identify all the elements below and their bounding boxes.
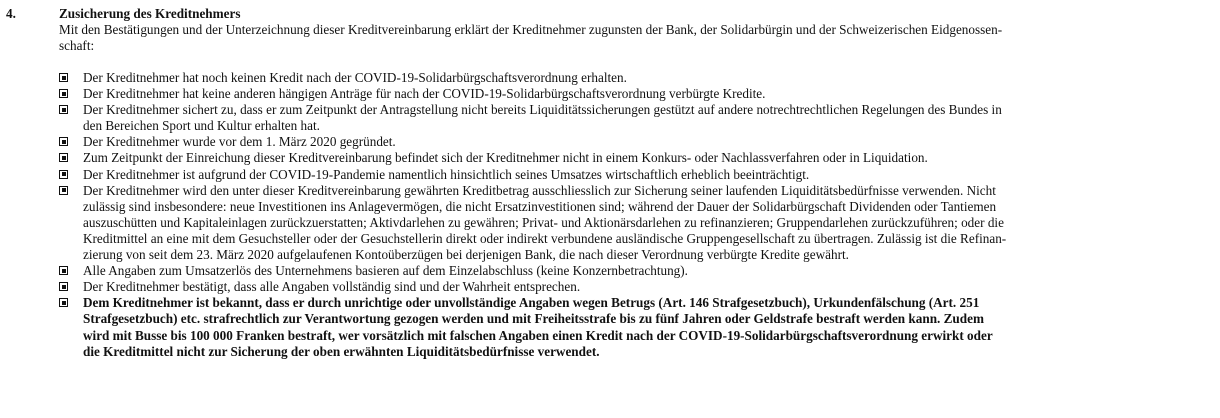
assurance-item-text: Zum Zeitpunkt der Einreichung dieser Kreditvereinbarung befindet sich der Kreditnehmer nicht in einem Konkurs- oder Nachlassverfahren oder in Liquidation. xyxy=(83,150,928,166)
assurance-list xyxy=(59,70,1212,360)
assurance-item-text: die Kreditmittel nicht zur Sicherung der oben erwähnten Liquiditätsbedürfnisse verwendet. xyxy=(83,343,600,359)
assurance-item-text: Alle Angaben zum Umsatzerlös des Unternehmens basieren auf dem Einzelabschluss (keine Konzernbetrachtung). xyxy=(83,263,688,279)
assurance-item xyxy=(59,183,1212,263)
assurance-item-text: Der Kreditnehmer hat keine anderen hängigen Anträge für nach der COVID-19-Solidarbürgschaftsverordnung verbürgte Kredite. xyxy=(83,86,766,102)
checked-checkbox-icon[interactable] xyxy=(59,298,68,307)
section-number: 4. xyxy=(6,6,16,21)
assurance-item xyxy=(59,167,1212,183)
assurance-item xyxy=(59,295,1212,359)
intro-line: schaft: xyxy=(59,38,95,54)
assurance-item xyxy=(59,102,1212,134)
checked-checkbox-icon[interactable] xyxy=(59,282,68,291)
assurance-item xyxy=(59,70,1212,86)
intro-line: Mit den Bestätigungen und der Unterzeichnung dieser Kreditvereinbarung erklärt der Kreditnehmer zugunsten der Bank, der Solidarbürgin und der Schweizerischen Eidgenossen- xyxy=(59,22,1003,37)
assurance-item-text: wird mit Busse bis 100 000 Franken bestraft, wer vorsätzlich mit falschen Angaben einen Kredit nach der COVID-19-Solidarbürgschaftsverordnung erwirkt oder xyxy=(83,327,993,343)
assurance-item xyxy=(59,263,1212,279)
assurance-item-text: Strafgesetzbuch) etc. strafrechtlich zur Verantwortung gezogen werden und mit Freiheitsstrafe bis zu fünf Jahren oder Geldstrafe bestraft werden kann. Zudem xyxy=(83,311,984,327)
assurance-item-text: Der Kreditnehmer hat noch keinen Kredit nach der COVID-19-Solidarbürgschaftsverordnung erhalten. xyxy=(83,70,627,85)
assurance-item-text: zulässig sind insbesondere: neue Investitionen ins Anlagevermögen, die nicht Ersatzinvestitionen sind; während der Dauer der Solidarbürgschaft Dividenden oder Tantiemen xyxy=(83,198,997,214)
checked-checkbox-icon[interactable] xyxy=(59,266,68,275)
assurance-item xyxy=(59,134,1212,150)
checked-checkbox-icon[interactable] xyxy=(59,105,68,114)
assurance-item-text: Der Kreditnehmer wird den unter dieser Kreditvereinbarung gewährten Kreditbetrag ausschliesslich zur Sicherung seiner laufenden Liquiditätsbedürfnisse verwenden. Nicht xyxy=(83,182,996,198)
assurance-item-text: Der Kreditnehmer bestätigt, dass alle Angaben vollständig sind und der Wahrheit entsprechen. xyxy=(83,279,581,295)
checked-checkbox-icon[interactable] xyxy=(59,153,68,162)
assurance-item-text: Kreditmittel an eine mit dem Gesuchsteller oder der Gesuchstellerin direkt oder indirekt verbundene ausländische Gruppengesellschaft zu übertragen. Zulässig ist die Refinan- xyxy=(83,230,1007,246)
checked-checkbox-icon[interactable] xyxy=(59,73,68,82)
assurance-item xyxy=(59,86,1212,102)
section-intro xyxy=(59,22,1209,54)
checked-checkbox-icon[interactable] xyxy=(59,170,68,179)
checked-checkbox-icon[interactable] xyxy=(59,89,68,98)
assurance-item-text: Der Kreditnehmer wurde vor dem 1. März 2020 gegründet. xyxy=(83,134,396,150)
section-title: Zusicherung des Kreditnehmers xyxy=(59,6,241,21)
assurance-item-text: Der Kreditnehmer sichert zu, dass er zum Zeitpunkt der Antragstellung nicht bereits Liquiditätssicherungen gestützt auf andere notrechtrechtlichen Regelungen des Bundes in xyxy=(83,102,1002,118)
checked-checkbox-icon[interactable] xyxy=(59,137,68,146)
assurance-item xyxy=(59,279,1212,295)
assurance-item-text: Der Kreditnehmer ist aufgrund der COVID-19-Pandemie namentlich hinsichtlich seines Umsatzes wirtschaftlich erheblich beeinträchtigt. xyxy=(83,166,810,182)
assurance-item-text: zierung von seit dem 23. März 2020 aufgelaufenen Kontoüberzügen bei derjenigen Bank, die nach dieser Verordnung verbürgte Kredite gewährt. xyxy=(83,247,849,263)
assurance-item-text: auszuschütten und Kapitaleinlagen zurückzuerstatten; Aktivdarlehen zu gewähren; Privat- und Aktionärsdarlehen zu refinanzieren; Gruppendarlehen zurückzuführen; oder die xyxy=(83,214,1004,230)
checked-checkbox-icon[interactable] xyxy=(59,186,68,195)
assurance-item xyxy=(59,150,1212,166)
assurance-item-text: den Bereichen Sport und Kultur erhalten hat. xyxy=(83,118,320,134)
assurance-item-text: Dem Kreditnehmer ist bekannt, dass er durch unrichtige oder unvollständige Angaben wegen Betrugs (Art. 146 Strafgesetzbuch), Urkundenfälschung (Art. 251 xyxy=(83,295,980,311)
